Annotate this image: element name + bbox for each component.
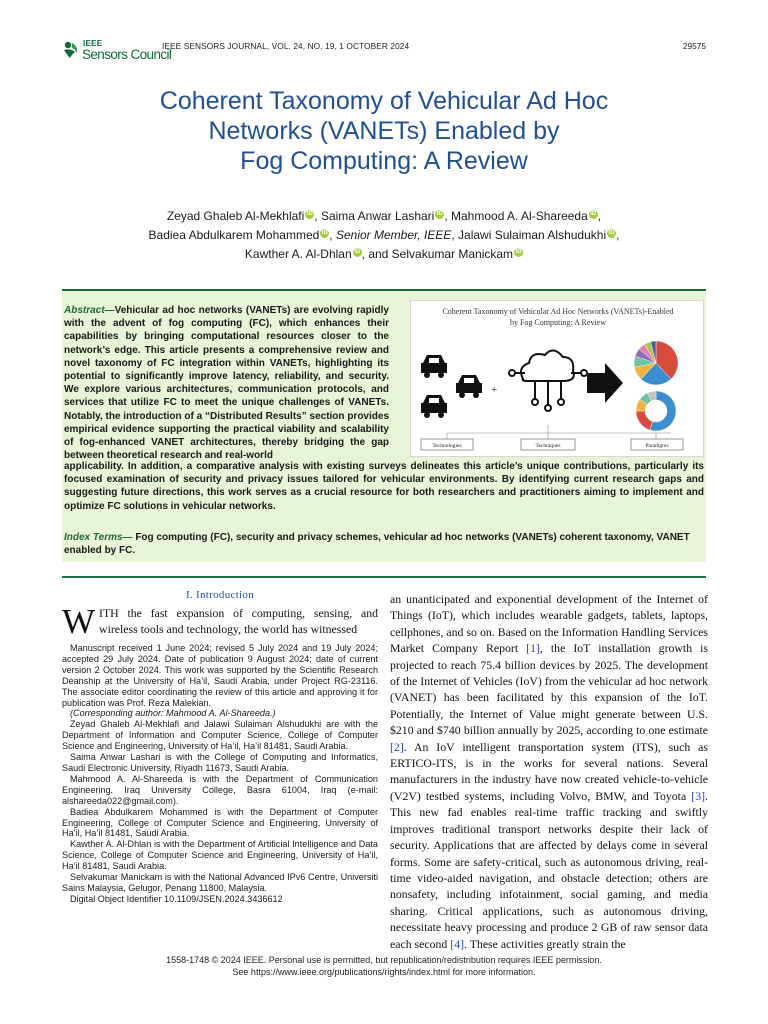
body-text: . This new fad enables real-time traffic tracking and swiftly improves traditional transport networks despite their lack of security. Applications that are affected by delays come in several forms. Some are safety-critical, such as autonomous driving, real-time video-aided navigation, and obstacle detection; others are nonsafety, including infotainment, social gaming, and media sharing. Critical applications, such as autonomous driving, necessitate heavy processing and produce 2 GB of raw sensor data each second: [390, 788, 708, 951]
copyright-notice: [0, 955, 768, 978]
slice: [636, 411, 653, 430]
author-name: , Jalawi Sulaiman Alshudukhi: [451, 228, 607, 242]
author-name: , Saima Anwar Lashari: [314, 209, 435, 223]
body-text: . An IoV intelligent transportation system (ITS), such as ERTICO-ITS, is in the works for several nations. Several manufacturers in the industry have now created vehicle-to-vehicle (V2V) testbed systems, including Volvo, BMW, and Toyota: [390, 739, 708, 803]
punctuation: ,: [616, 228, 620, 242]
author-line-2: [60, 226, 708, 245]
orcid-icon[interactable]: iD: [354, 249, 361, 255]
orcid-icon[interactable]: iD: [321, 230, 328, 236]
author-name: , Mahmood A. Al-Shareeda: [444, 209, 588, 223]
author-list: [60, 207, 708, 264]
plus-sign: +: [491, 384, 498, 396]
intro-paragraph: [62, 602, 378, 641]
abstract-body-1: Vehicular ad hoc networks (VANETs) are evolving rapidly with the advent of fog computing (FC), which enhances their capabilities by bringing computational resources closer to the network’s edge. This article presents a comprehensive review and novel taxonomy of FC integration within VANETs, highlighting its potential to significantly improve latency, reliability, and security. We explore various architectures, communication protocols, and services that utilize FC to meet the unique challenges of VANETs. Notably, the introduction of a “Distributed Results” section provides empirical evidence supporting the practical viability and scalability of fog-enhanced VANET architectures, thereby bridging the gap between theoretical research and real-world: [64, 305, 389, 462]
footnote-affiliation: Mahmood A. Al-Shareeda is with the Department of Communication Engineering, Iraq University College, Basra 61004, Iraq (e-mail: alshareeda022@gmail.com).: [62, 773, 378, 806]
logo-ieee-text: IEEE: [83, 39, 103, 48]
orcid-icon[interactable]: iD: [436, 211, 443, 217]
abstract-dash: —: [104, 305, 115, 316]
footnote-doi: Digital Object Identifier 10.1109/JSEN.2024.3436612: [70, 893, 283, 904]
ga-title-line-2: by Fog Computing: A Review: [509, 318, 606, 327]
right-column-text: [390, 591, 708, 952]
title-line-1: Coherent Taxonomy of Vehicular Ad Hoc: [159, 87, 609, 115]
citation-link[interactable]: [3]: [691, 788, 706, 803]
index-terms-label: Index Terms: [64, 532, 123, 543]
drop-cap: W: [62, 602, 96, 641]
index-terms-dash: —: [122, 532, 133, 543]
ga-title-line-1: Coherent Taxonomy of Vehicular Ad Hoc Networks (VANETs)-Enabled: [442, 307, 674, 316]
car-icon: [456, 375, 482, 398]
author-line-3: [60, 245, 708, 264]
copyright-line-2: See https://www.ieee.org/publications/rights/index.html for more information.: [232, 966, 536, 977]
footnote-affiliation: Selvakumar Manickam is with the National Advanced IPv6 Centre, Universiti Sains Malaysia, Gelugor, Penang 11800, Malaysia.: [62, 872, 378, 893]
footnotes: [62, 643, 378, 905]
title-line-2: Networks (VANETs) Enabled by: [208, 117, 560, 145]
technologies-label: Technologies: [432, 443, 462, 449]
sensors-council-logo-icon: [62, 40, 80, 62]
donut-chart-thumbnail: [636, 391, 676, 431]
paradigms-label: Paradigms: [645, 443, 669, 449]
footnote-manuscript: Manuscript received 1 June 2024; revised 5 July 2024 and 19 July 2024; accepted 29 July 2024. Date of publication 9 August 2024; date of current version 2 October 2024. This work was supported by the Scientific Research Deanship at the University of Ha’il, Saudi Arabia, under Project RG-23116. The associate editor coordinating the review of this article and approving it for publication was Prof. Reza Malekian.: [62, 643, 378, 708]
abstract-text-part-2: applicability. In addition, a comparative analysis with existing surveys delineates this article’s unique contributions, particularly its focused examination of security and privacy issues tailored for vehicular environments. By identifying current research gaps and suggesting future directions, this work serves as a crucial resource for both researchers and practitioners aiming to implement and optimize FC solutions in vehicular networks.: [64, 461, 704, 512]
paper-title: [60, 86, 708, 176]
footnote-affiliation: Kawther A. Al-Dhlan is with the Department of Artificial Intelligence and Data Science, College of Computer Science and Engineering, University of Ha’il, Ha’il 81481, Saudi Arabia.: [62, 839, 378, 872]
page-header: [62, 36, 706, 66]
page-number: 29575: [682, 41, 706, 51]
abstract-label: Abstract: [64, 305, 105, 316]
title-line-3: Fog Computing: A Review: [240, 147, 528, 175]
footnote-affiliation: Saima Anwar Lashari is with the College of Computing and Informatics, Saudi Electronic University, Riyadh 11673, Saudi Arabia.: [62, 752, 378, 773]
arrow-right-icon: [587, 363, 623, 403]
pie-chart-thumbnail: [634, 341, 678, 385]
body-text: . These activities greatly strain the: [464, 936, 626, 951]
intro-text: ITH the fast expansion of computing, sensing, and wireless tools and technology, the world has witnessed: [99, 606, 378, 637]
techniques-label: Techniques: [535, 443, 561, 449]
punctuation: ,: [329, 228, 336, 242]
orcid-icon[interactable]: iD: [306, 211, 313, 217]
body-text: an unanticipated and exponential development of the Internet of Things (IoT), which includes wearable gadgets, tablets, laptops, cellphones, and so on. Based on the Information Handling Services Market Company Report: [390, 592, 708, 656]
citation-link[interactable]: [2]: [390, 739, 404, 754]
logo-sensors-council-text: Sensors Council: [82, 47, 172, 62]
author-name: Kawther A. Al-Dhlan: [244, 247, 352, 261]
orcid-icon[interactable]: iD: [515, 249, 522, 255]
car-icon: [421, 395, 447, 418]
index-terms-text: Fog computing (FC), security and privacy schemes, vehicular ad hoc networks (VANETs) coherent taxonomy, VANET enabled by FC.: [64, 532, 690, 557]
graphical-abstract: [410, 300, 704, 457]
author-line-1: [60, 207, 708, 226]
footnote-corresponding: (Corresponding author: Mahmood A. Al-Shareeda.): [70, 708, 276, 719]
footnote-affiliation: Badiea Abdulkarem Mohammed is with the Department of Computer Engineering, College of Computer Science and Engineering, University of Ha’il, Ha’il 81481, Saudi Arabia.: [62, 806, 378, 839]
footnote-affiliation: Zeyad Ghaleb Al-Mekhlafi and Jalawi Sulaiman Alshudukhi are with the Department of Information and Computer Science, College of Computer Science and Engineering, University of Ha’il, Ha’il 81481, Saudi Arabia.: [62, 719, 378, 752]
abstract-text-part-1: [64, 304, 389, 462]
punctuation: ,: [597, 209, 602, 223]
author-name: Badiea Abdulkarem Mohammed: [148, 228, 320, 242]
ieee-sensors-council-logo: [62, 38, 172, 64]
author-name: , and Selvakumar Manickam: [361, 247, 514, 261]
copyright-line-1: 1558-1748 © 2024 IEEE. Personal use is permitted, but republication/redistribution requires IEEE permission.: [166, 955, 602, 965]
abstract-bottom-rule: [62, 576, 706, 578]
citation-link[interactable]: [4]: [450, 936, 465, 951]
author-name: Zeyad Ghaleb Al-Mekhlafi: [166, 209, 305, 223]
graphical-abstract-drawing: [411, 301, 705, 458]
author-membership: Senior Member, IEEE: [335, 228, 452, 242]
orcid-icon[interactable]: iD: [590, 211, 597, 217]
body-text: , the IoT installation growth is projected to reach 75.4 billion devices by 2025. The development of the Internet of Vehicles (IoV) from the vehicular ad hoc network (VANET) has been facilitated by this expansion of the IoT. Potentially, the Internet of Value might generate between U.S. $210 and $740 billion annually by 2025, according to one estimate: [390, 641, 708, 738]
section-heading: I. Introduction: [185, 589, 255, 601]
orcid-icon[interactable]: iD: [608, 230, 615, 236]
journal-info: IEEE SENSORS JOURNAL, VOL. 24, NO. 19, 1 OCTOBER 2024: [162, 41, 410, 51]
car-icon: [421, 355, 447, 378]
fog-cloud-icon: [509, 350, 587, 411]
index-terms: [64, 531, 704, 557]
citation-link[interactable]: [1]: [526, 641, 540, 656]
